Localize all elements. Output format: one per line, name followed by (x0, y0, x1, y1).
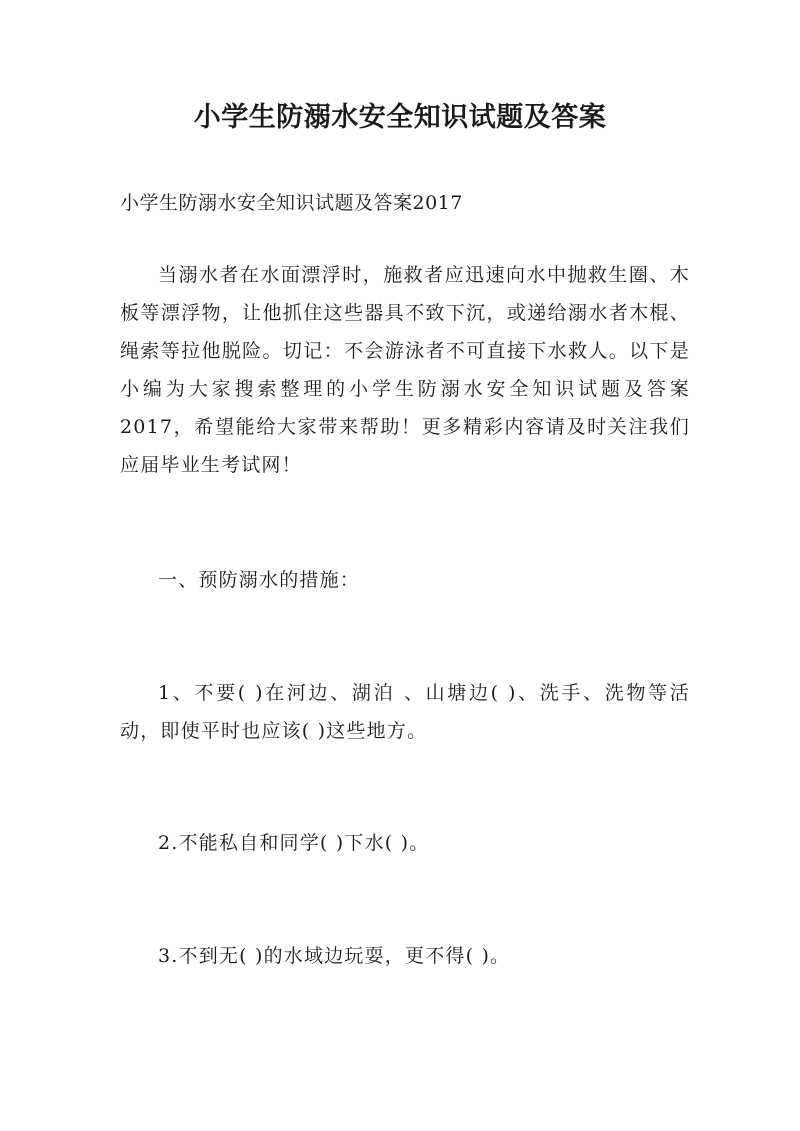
question-item: 1、不要( )在河边、湖泊 、山塘边( )、洗手、洗物等活动，即使平时也应该( )这些地方。 (120, 682, 690, 742)
document-title: 小学生防溺水安全知识试题及答案 (193, 102, 607, 133)
intro-paragraph: 当溺水者在水面漂浮时，施救者应迅速向水中抛救生圈、木板等漂浮物，让他抓住这些器具不致下沉，或递给溺水者木棍、绳索等拉他脱险。切记：不会游泳者不可直接下水救人。以下是小编为大家搜索整理的小学生防溺水安全知识试题及答案2017，希望能给大家带来帮助！更多精彩内容请及时关注我们应届毕业生考试网！ (120, 264, 690, 476)
question-item: 2.不能私自和同学( )下水( )。 (158, 832, 430, 854)
section-heading: 一、预防溺水的措施： (158, 569, 361, 591)
document-subtitle: 小学生防溺水安全知识试题及答案2017 (120, 192, 463, 214)
question-item: 3.不到无( )的水域边玩耍，更不得( )。 (158, 945, 511, 967)
